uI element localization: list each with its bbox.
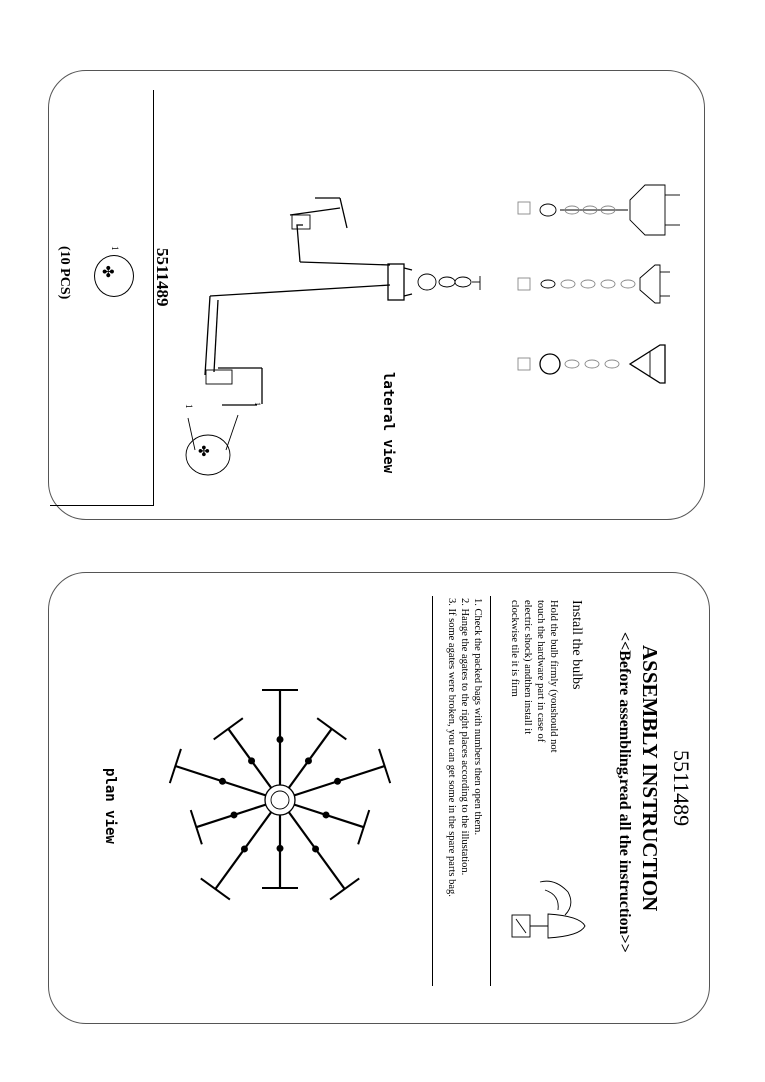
plan-arm-crossbar [379, 749, 390, 783]
plan-view-label: plan view [102, 768, 118, 844]
plan-view-arms [170, 690, 390, 900]
plan-arm-crossbar [191, 810, 202, 844]
model-number-bottom: 5511489 [669, 750, 694, 827]
plan-arm-crossbar [330, 878, 359, 899]
plan-arm-joint [230, 811, 237, 818]
plan-arm-crossbar [170, 749, 181, 783]
assembly-title: ASSEMBLY INSTRUCTION [638, 645, 662, 912]
assembly-subtitle: <<Before assembling,read all the instruction>> [616, 632, 633, 953]
plan-arm-crossbar [317, 718, 346, 739]
quantity-label: (10 PCS) [57, 246, 72, 300]
bulb-text-line-1: Hold the bulb firmly (youshould not [548, 600, 559, 753]
agate-flower-icon: ✤ [102, 265, 115, 281]
plan-arm-crossbar [358, 810, 369, 844]
lateral-view-label: lateral view [380, 372, 396, 474]
plan-arm-crossbar [201, 878, 230, 899]
plan-arm-joint [277, 845, 284, 852]
plan-arm-crossbar [214, 718, 243, 739]
step-2: 2. Hange the agates to the right places according to the illustation. [459, 598, 470, 876]
bulb-text-line-3: electric shock) andthen install it [522, 600, 533, 735]
plan-arm-joint [305, 757, 312, 764]
bulb-text-line-4: clockwise tile it is firm [509, 600, 520, 697]
model-number-top: 5511489 [153, 248, 172, 307]
bulb-text-line-2: touch the hardware part in case of [535, 600, 546, 743]
plan-arm-joint [277, 736, 284, 743]
plan-arm-joint [241, 845, 248, 852]
plan-arm-joint [323, 811, 330, 818]
center-hub [265, 785, 295, 815]
plan-arm-joint [312, 845, 319, 852]
install-bulbs-heading: Install the bulbs [569, 600, 584, 690]
plan-arm-joint [334, 778, 341, 785]
plan-arm-joint [248, 757, 255, 764]
agate-lower-icon: ✤ [198, 445, 210, 460]
part-number-label: 1 [110, 246, 120, 251]
part-label-agate-small: 1 [253, 402, 262, 406]
plan-arm-joint [219, 778, 226, 785]
part-label-lower-arm: 1 [184, 404, 194, 409]
step-3: 3. If some agates were broken, you can get some in the spare parts bag. [446, 598, 457, 897]
step-1: 1. Check the packed bags with numbers then open them. [472, 598, 483, 836]
